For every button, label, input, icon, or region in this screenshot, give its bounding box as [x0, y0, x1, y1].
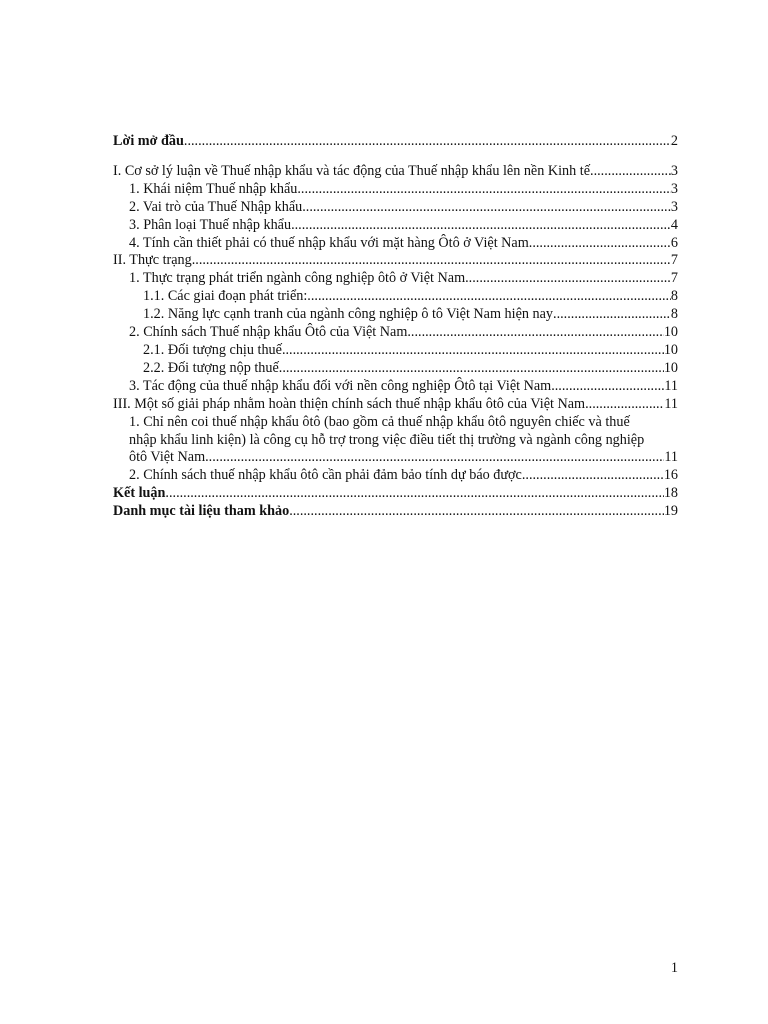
toc-page-number: 3 — [670, 198, 678, 215]
toc-page-number: 3 — [670, 162, 678, 179]
dot-leader — [165, 485, 663, 503]
toc-entry-section-2-1-1[interactable] — [113, 288, 678, 306]
toc-entry-references[interactable] — [113, 503, 678, 521]
dot-leader — [590, 163, 671, 181]
toc-entry-text: III. Một số giải pháp nhằm hoàn thiện chính sách thuế nhập khẩu ôtô của Việt Nam — [113, 395, 586, 412]
toc-page-number: 11 — [664, 395, 678, 412]
toc-entry-section-2-3[interactable] — [113, 378, 678, 396]
dot-leader — [282, 342, 664, 360]
dot-leader — [289, 503, 664, 521]
toc-page-number: 10 — [663, 341, 678, 358]
dot-leader — [297, 181, 671, 199]
toc-page-number: 4 — [670, 216, 678, 233]
dot-leader — [522, 467, 664, 485]
dot-leader — [553, 306, 671, 324]
toc-page-number: 10 — [663, 324, 678, 341]
toc-entry-section-2-1-2[interactable] — [113, 306, 678, 324]
toc-entry-text: Kết luận — [113, 485, 166, 502]
toc-page-number: 7 — [670, 270, 678, 287]
toc-entry-text: 2.1. Đối tượng chịu thuế — [143, 341, 282, 358]
toc-page-number: 11 — [664, 449, 678, 466]
toc-entry-text-line-1: 1. Chỉ nên coi thuế nhập khẩu ôtô (bao gồm cả thuế nhập khẩu ôtô nguyên chiếc và thuế — [129, 413, 630, 430]
toc-entry-intro[interactable] — [113, 133, 678, 151]
toc-page-number: 10 — [663, 359, 678, 376]
toc-entry-section-2[interactable] — [113, 252, 678, 270]
toc-page-number: 8 — [670, 306, 678, 323]
toc-entry-section-1-4[interactable] — [113, 235, 678, 253]
toc-entry-text: 2. Chính sách thuế nhập khẩu ôtô cần phải đảm bảo tính dự báo được — [129, 467, 522, 484]
toc-entry-text: 2.2. Đối tượng nộp thuế — [143, 359, 279, 376]
toc-entry-text: II. Thực trạng — [113, 252, 192, 269]
toc-entry-text: 3. Phân loại Thuế nhập khẩu — [129, 216, 292, 233]
toc-entry-text: 1. Thực trạng phát triển ngành công nghiệp ôtô ở Việt Nam — [129, 270, 466, 287]
dot-leader — [307, 288, 671, 306]
toc-entry-last-line — [129, 449, 678, 467]
toc-page-number: 11 — [664, 377, 678, 394]
toc-page-number: 3 — [670, 180, 678, 197]
toc-entry-section-2-2-2[interactable] — [113, 360, 678, 378]
toc-page-number: 2 — [670, 133, 678, 149]
toc-page-number: 16 — [663, 467, 678, 484]
toc-entry-text: Danh mục tài liệu tham khảo — [113, 503, 290, 520]
toc-entry-section-1-1[interactable] — [113, 181, 678, 199]
toc-entry-section-2-2[interactable] — [113, 324, 678, 342]
toc-entry-text-line-3: ôtô Việt Nam — [129, 449, 206, 466]
toc-entry-text: 4. Tính cần thiết phải có thuế nhập khẩu với mặt hàng Ôtô ở Việt Nam — [129, 234, 529, 251]
toc-entry-section-3-1[interactable] — [113, 414, 678, 468]
toc-entry-text-line-2: nhập khẩu linh kiện) là công cụ hỗ trợ trong việc điều tiết thị trường và ngành công nghiệp — [129, 431, 645, 448]
toc-entry-text: 3. Tác động của thuế nhập khẩu đối với nền công nghiệp Ôtô tại Việt Nam — [129, 377, 552, 394]
toc-entry-text: 1.2. Năng lực cạnh tranh của ngành công nghiệp ô tô Việt Nam hiện nay — [143, 306, 554, 323]
dot-leader — [205, 449, 664, 467]
dot-leader — [585, 396, 664, 414]
footer-page-number: 1 — [670, 960, 678, 976]
dot-leader — [184, 133, 671, 151]
toc-page-number: 7 — [670, 252, 678, 269]
toc-entry-section-1[interactable] — [113, 163, 678, 181]
toc-entry-section-1-3[interactable] — [113, 217, 678, 235]
toc-page-number: 19 — [663, 503, 678, 520]
toc-entry-conclusion[interactable] — [113, 485, 678, 503]
toc-entry-section-1-2[interactable] — [113, 199, 678, 217]
dot-leader — [407, 324, 663, 342]
toc-entry-section-3-2[interactable] — [113, 467, 678, 485]
toc-entry-section-2-2-1[interactable] — [113, 342, 678, 360]
toc-entry-text: 1. Khái niệm Thuế nhập khẩu — [129, 180, 298, 197]
dot-leader — [302, 199, 671, 217]
toc-entry-text: I. Cơ sở lý luận về Thuế nhập khẩu và tác động của Thuế nhập khẩu lên nền Kinh tế — [113, 162, 591, 179]
dot-leader — [529, 235, 671, 253]
dot-leader — [291, 217, 671, 235]
dot-leader — [551, 378, 664, 396]
toc-page-number: 6 — [670, 234, 678, 251]
toc-entry-section-2-1[interactable] — [113, 270, 678, 288]
toc-entry-section-3[interactable] — [113, 396, 678, 414]
toc-entry-text: 1.1. Các giai đoạn phát triển: — [143, 288, 308, 305]
toc-entry-text: 2. Vai trò của Thuế Nhập khẩu — [129, 198, 303, 215]
toc-page-number: 18 — [663, 485, 678, 502]
toc-page-number: 8 — [670, 288, 678, 305]
dot-leader — [279, 360, 664, 378]
toc-entry-text: Lời mở đầu — [113, 133, 184, 149]
dot-leader — [465, 270, 671, 288]
dot-leader — [192, 252, 671, 270]
toc-entry-text: 2. Chính sách Thuế nhập khẩu Ôtô của Việt Nam — [129, 324, 408, 341]
table-of-contents — [113, 133, 678, 521]
